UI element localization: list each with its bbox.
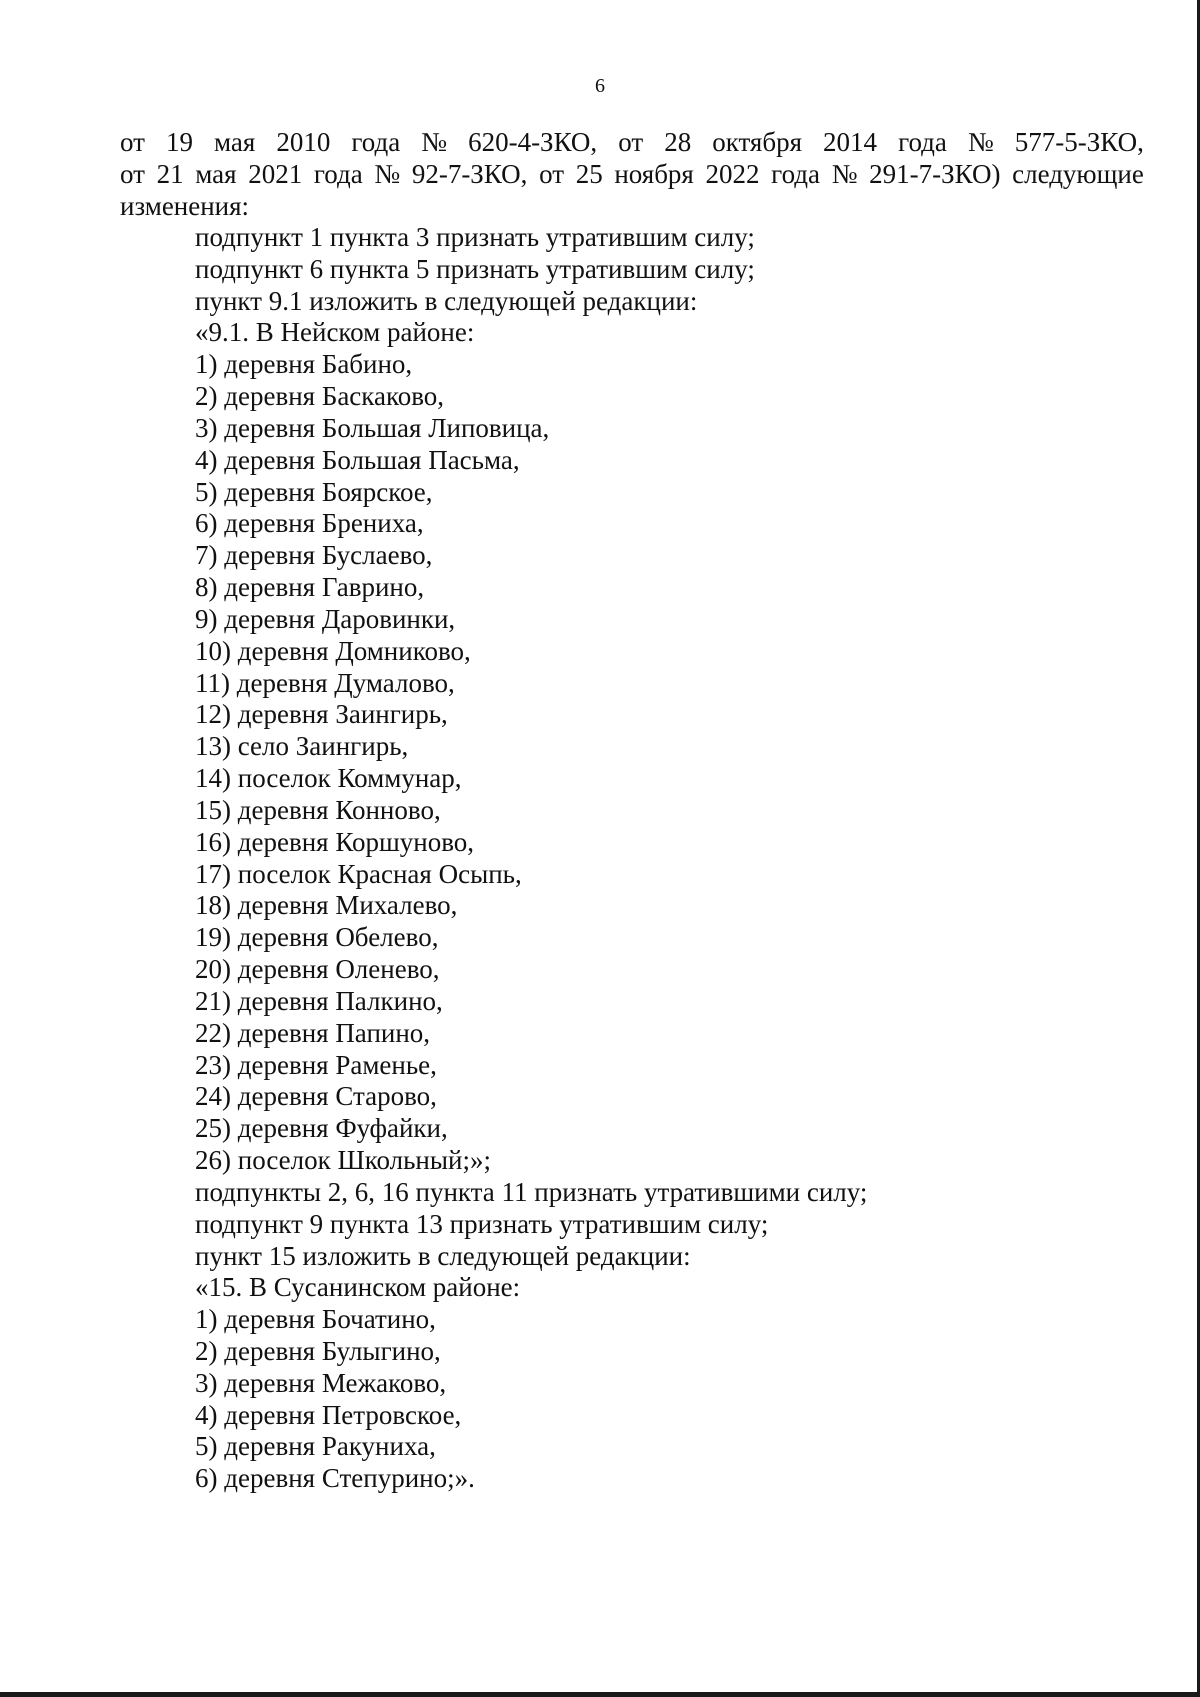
text-line: 1) деревня Бочатино, <box>195 1304 436 1335</box>
document-body <box>195 222 1155 1495</box>
intro-word: от <box>618 127 644 157</box>
intro-word: года <box>898 127 947 157</box>
text-line: 5) деревня Ракуниха, <box>195 1431 436 1462</box>
intro-line <box>120 158 1144 190</box>
intro-word: 28 <box>664 127 692 157</box>
text-line: 3) деревня Межаково, <box>195 1367 447 1398</box>
text-line: «15. В Сусанинском районе: <box>195 1272 521 1303</box>
intro-word: года <box>313 159 363 189</box>
text-line: 22) деревня Папино, <box>195 1017 431 1048</box>
intro-word: 577-5-ЗКО, <box>1014 127 1144 157</box>
intro-word: 2014 <box>823 127 878 157</box>
intro-word: № <box>374 159 401 189</box>
text-line: 26) поселок Школьный;»; <box>195 1145 491 1176</box>
text-line: «9.1. В Нейском районе: <box>195 317 475 348</box>
intro-word: 2022 <box>705 159 760 189</box>
intro-word: 2021 <box>248 159 303 189</box>
intro-word: от <box>120 127 145 157</box>
text-line: 2) деревня Баскаково, <box>195 381 445 412</box>
text-line: 20) деревня Оленево, <box>195 954 440 985</box>
intro-word: 25 <box>575 159 603 189</box>
intro-word: 21 <box>156 159 184 189</box>
text-line: 10) деревня Домниково, <box>195 635 471 666</box>
page-number: 6 <box>595 75 605 97</box>
text-line: 6) деревня Брениха, <box>195 508 424 539</box>
text-line: 23) деревня Раменье, <box>195 1049 437 1080</box>
intro-word: № <box>967 127 994 157</box>
text-line: 16) деревня Коршуново, <box>195 826 475 857</box>
text-line: 8) деревня Гаврино, <box>195 572 425 603</box>
intro-word: 2010 <box>276 127 331 157</box>
text-line: 4) деревня Петровское, <box>195 1399 462 1430</box>
intro-word: от <box>539 159 565 189</box>
intro-paragraph <box>120 126 1144 222</box>
intro-word: мая <box>214 127 256 157</box>
intro-word: 291-7-ЗКО) <box>869 159 1001 189</box>
text-line: 4) деревня Большая Пасьма, <box>195 444 520 475</box>
intro-line: изменения: <box>120 191 250 221</box>
intro-word: года <box>351 127 401 157</box>
text-line: 21) деревня Палкино, <box>195 985 443 1016</box>
intro-line <box>120 126 1144 158</box>
text-line: 15) деревня Конново, <box>195 794 441 825</box>
text-line: пункт 15 изложить в следующей редакции: <box>195 1240 691 1271</box>
text-line: 18) деревня Михалево, <box>195 890 458 921</box>
text-line: 19) деревня Обелево, <box>195 922 439 953</box>
text-line: 7) деревня Буслаево, <box>195 540 433 571</box>
text-line: 11) деревня Думалово, <box>195 667 455 698</box>
text-line: 6) деревня Степурино;». <box>195 1463 475 1494</box>
intro-word: от <box>120 159 145 189</box>
text-line: 5) деревня Боярское, <box>195 476 433 507</box>
text-line: 12) деревня Заингирь, <box>195 699 448 730</box>
text-line: 1) деревня Бабино, <box>195 349 413 380</box>
intro-word: мая <box>195 159 237 189</box>
intro-word: 19 <box>165 127 193 157</box>
intro-word: ноября <box>614 159 694 189</box>
intro-word: следующие <box>1012 159 1144 189</box>
text-line: подпункт 1 пункта 3 признать утратившим силу; <box>195 222 755 252</box>
intro-word: № <box>421 127 448 157</box>
intro-word: 620-4-ЗКО, <box>468 127 598 157</box>
text-line: 25) деревня Фуфайки, <box>195 1113 448 1144</box>
intro-word: года <box>771 159 821 189</box>
text-line: подпункт 9 пункта 13 признать утратившим силу; <box>195 1208 769 1239</box>
text-line: подпункты 2, 6, 16 пункта 11 признать утратившими силу; <box>195 1176 868 1207</box>
text-line: 9) деревня Даровинки, <box>195 603 456 634</box>
scan-bottom-edge <box>0 1692 1200 1697</box>
intro-word: № <box>831 159 858 189</box>
text-line: 14) поселок Коммунар, <box>195 763 462 794</box>
text-line: 13) село Заингирь, <box>195 731 409 762</box>
text-line: подпункт 6 пункта 5 признать утратившим силу; <box>195 253 755 284</box>
intro-word: 92-7-ЗКО, <box>411 159 528 189</box>
text-line: 2) деревня Булыгино, <box>195 1335 441 1366</box>
intro-word: октября <box>712 127 802 157</box>
text-line: пункт 9.1 изложить в следующей редакции: <box>195 285 698 316</box>
text-line: 3) деревня Большая Липовица, <box>195 412 550 443</box>
text-line: 17) поселок Красная Осыпь, <box>195 858 522 889</box>
text-line: 24) деревня Старово, <box>195 1081 437 1112</box>
